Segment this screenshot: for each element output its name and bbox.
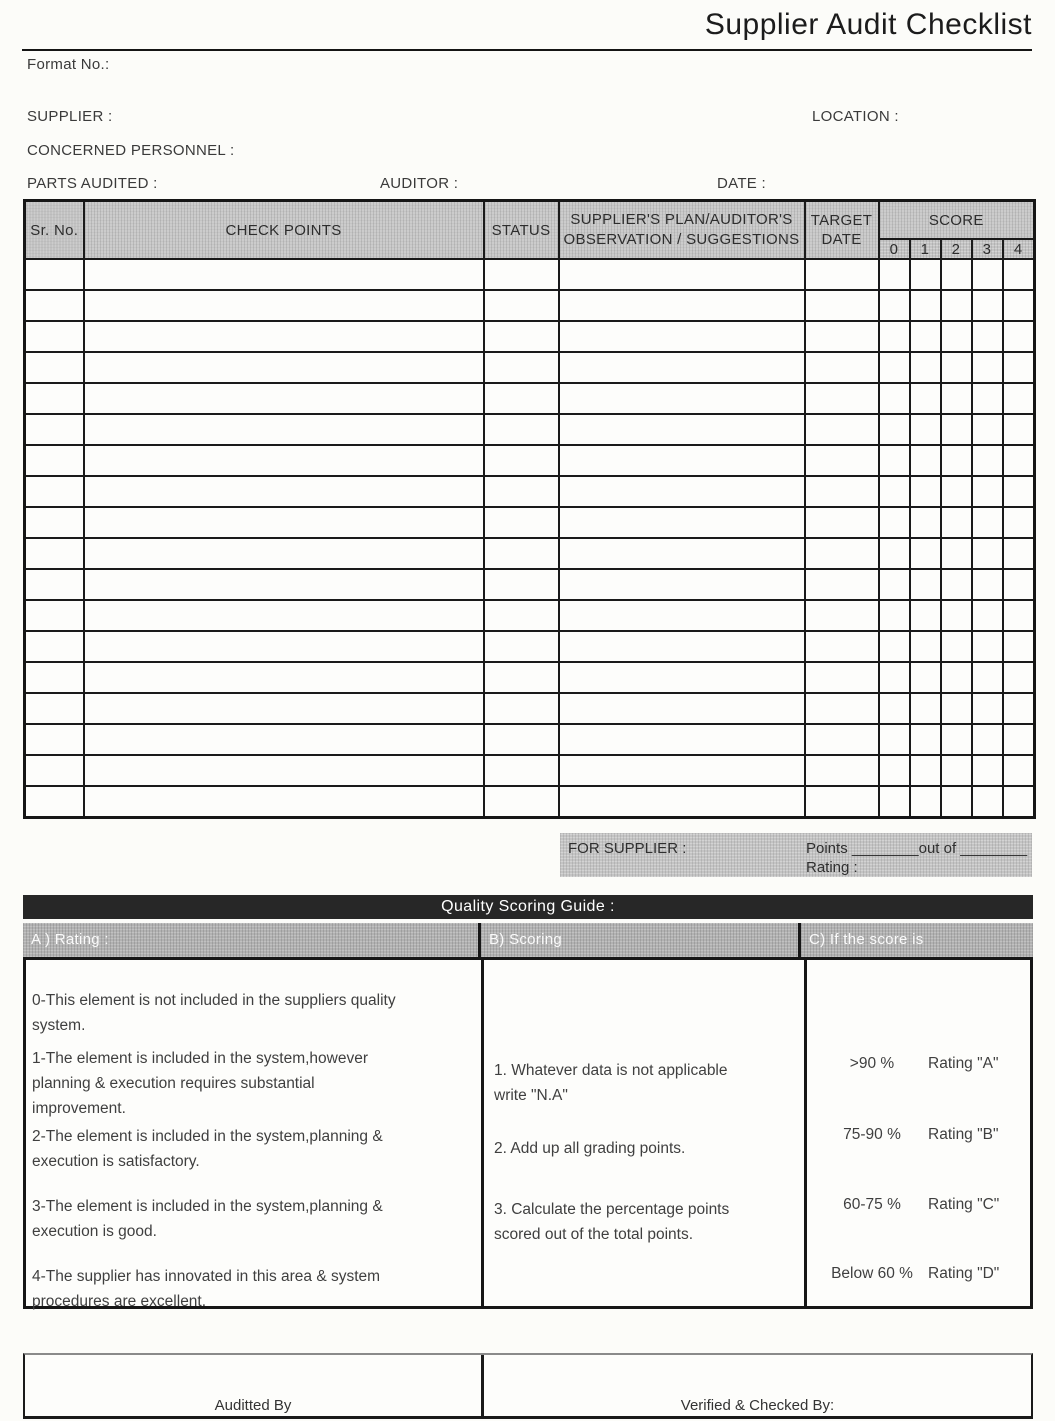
checklist-empty-cell [879, 600, 910, 631]
checklist-empty-cell [879, 290, 910, 321]
checklist-empty-cell [484, 693, 559, 724]
score-3-header: 3 [972, 239, 1003, 259]
checklist-empty-cell [972, 383, 1003, 414]
checklist-empty-cell [559, 414, 805, 445]
score-band-b-rating: Rating "B" [928, 1126, 999, 1143]
checklist-empty-cell [84, 755, 484, 786]
score-band-d-rating: Rating "D" [928, 1265, 1000, 1282]
checklist-empty-cell [910, 445, 941, 476]
checklist-empty-cell [1003, 693, 1035, 724]
scoring-column-header: B) Scoring [481, 923, 801, 957]
check-points-header: CHECK POINTS [84, 201, 484, 260]
checklist-empty-cell [25, 445, 84, 476]
checklist-empty-cell [559, 662, 805, 693]
checklist-empty-cell [25, 662, 84, 693]
checklist-empty-cell [25, 600, 84, 631]
checklist-empty-cell [972, 538, 1003, 569]
checklist-empty-cell [879, 693, 910, 724]
checklist-empty-cell [559, 352, 805, 383]
checklist-empty-cell [84, 259, 484, 290]
checklist-empty-cell [805, 693, 879, 724]
rating-item-4: 4-The supplier has innovated in this area & system procedures are excellent. [32, 1267, 381, 1310]
checklist-empty-cell [805, 476, 879, 507]
score-band-d-range: Below 60 % [831, 1265, 913, 1282]
checklist-empty-cell [484, 662, 559, 693]
score-band-b [816, 1126, 1032, 1144]
checklist-empty-row [25, 786, 1035, 818]
checklist-empty-cell [484, 476, 559, 507]
checklist-empty-cell [84, 693, 484, 724]
guide-column-divider-a-b [481, 960, 484, 1306]
checklist-empty-cell [910, 569, 941, 600]
scoring-item-3: 3. Calculate the percentage points scored out of the total points. [494, 1200, 730, 1243]
score-2-header: 2 [941, 239, 972, 259]
score-band-a-range: >90 % [849, 1055, 895, 1072]
checklist-header-row [25, 201, 1035, 240]
checklist-empty-row [25, 662, 1035, 693]
checklist-body [25, 259, 1035, 818]
checklist-empty-cell [484, 507, 559, 538]
checklist-empty-cell [910, 755, 941, 786]
status-header: STATUS [484, 201, 559, 260]
checklist-empty-cell [941, 786, 972, 818]
checklist-empty-cell [941, 693, 972, 724]
target-date-header: TARGET DATE [805, 201, 879, 260]
checklist-empty-cell [879, 662, 910, 693]
checklist-empty-cell [910, 259, 941, 290]
audited-by-cell [25, 1355, 484, 1416]
checklist-empty-row [25, 383, 1035, 414]
score-is-column-header: C) If the score is [801, 923, 1033, 957]
checklist-empty-cell [84, 600, 484, 631]
checklist-empty-cell [559, 259, 805, 290]
score-header: SCORE [879, 201, 1035, 240]
checklist-empty-cell [559, 755, 805, 786]
verified-by-label: Verified & Checked By: [680, 1397, 835, 1414]
for-supplier-label: FOR SUPPLIER : [568, 840, 687, 857]
rating-item-3: 3-The element is included in the system,planning & execution is good. [32, 1197, 383, 1240]
checklist-empty-cell [972, 290, 1003, 321]
checklist-empty-cell [84, 631, 484, 662]
checklist-empty-cell [941, 290, 972, 321]
checklist-empty-cell [25, 321, 84, 352]
scoring-item-2: 2. Add up all grading points. [494, 1139, 686, 1157]
checklist-empty-cell [1003, 414, 1035, 445]
checklist-empty-cell [910, 724, 941, 755]
checklist-empty-cell [84, 445, 484, 476]
checklist-empty-cell [972, 786, 1003, 818]
audited-by-label: Auditted By [214, 1397, 292, 1414]
checklist-empty-cell [84, 414, 484, 445]
checklist-empty-row [25, 755, 1035, 786]
supplier-label: SUPPLIER : [27, 108, 113, 125]
guide-column-divider-b-c [804, 960, 807, 1306]
checklist-empty-cell [484, 755, 559, 786]
checklist-empty-cell [941, 445, 972, 476]
checklist-empty-cell [1003, 507, 1035, 538]
checklist-empty-cell [559, 538, 805, 569]
checklist-empty-cell [972, 662, 1003, 693]
checklist-empty-cell [484, 414, 559, 445]
checklist-empty-cell [25, 538, 84, 569]
checklist-empty-cell [805, 538, 879, 569]
checklist-empty-cell [941, 662, 972, 693]
checklist-empty-cell [25, 383, 84, 414]
checklist-empty-row [25, 507, 1035, 538]
checklist-empty-cell [484, 724, 559, 755]
checklist-empty-cell [84, 507, 484, 538]
checklist-empty-cell [484, 445, 559, 476]
checklist-empty-cell [879, 259, 910, 290]
checklist-empty-cell [84, 724, 484, 755]
score-band-a [816, 1055, 1032, 1073]
quality-scoring-guide [23, 895, 1033, 1309]
checklist-empty-cell [879, 507, 910, 538]
checklist-empty-row [25, 600, 1035, 631]
checklist-empty-cell [805, 662, 879, 693]
checklist-empty-cell [972, 724, 1003, 755]
checklist-empty-row [25, 538, 1035, 569]
checklist-empty-cell [910, 352, 941, 383]
concerned-personnel-label: CONCERNED PERSONNEL : [27, 142, 235, 159]
checklist-empty-cell [25, 631, 84, 662]
checklist-empty-cell [941, 507, 972, 538]
checklist-empty-cell [972, 321, 1003, 352]
checklist-empty-cell [910, 290, 941, 321]
scoring-item-1: 1. Whatever data is not applicable write "N.A" [494, 1061, 728, 1104]
checklist-empty-cell [1003, 755, 1035, 786]
checklist-empty-cell [910, 693, 941, 724]
checklist-empty-cell [25, 693, 84, 724]
signature-box [23, 1353, 1033, 1419]
checklist-empty-cell [559, 321, 805, 352]
checklist-empty-cell [879, 569, 910, 600]
checklist-empty-cell [25, 352, 84, 383]
score-band-c [816, 1196, 1032, 1214]
score-4-header: 4 [1003, 239, 1035, 259]
checklist-empty-cell [910, 786, 941, 818]
checklist-empty-cell [941, 755, 972, 786]
checklist-empty-cell [879, 383, 910, 414]
checklist-empty-row [25, 693, 1035, 724]
checklist-empty-cell [1003, 631, 1035, 662]
checklist-empty-cell [1003, 476, 1035, 507]
checklist-empty-cell [972, 445, 1003, 476]
checklist-empty-cell [972, 755, 1003, 786]
checklist-empty-cell [941, 259, 972, 290]
checklist-empty-cell [910, 414, 941, 445]
verified-by-cell [484, 1355, 1031, 1416]
checklist-empty-cell [879, 631, 910, 662]
checklist-empty-cell [484, 321, 559, 352]
checklist-empty-cell [972, 600, 1003, 631]
plan-observation-header: SUPPLIER'S PLAN/AUDITOR'S OBSERVATION / SUGGESTIONS [559, 201, 805, 260]
checklist-empty-cell [25, 724, 84, 755]
checklist-empty-cell [972, 259, 1003, 290]
checklist-empty-row [25, 259, 1035, 290]
checklist-empty-cell [25, 507, 84, 538]
checklist-empty-cell [805, 724, 879, 755]
score-band-c-rating: Rating "C" [928, 1196, 1000, 1213]
checklist-empty-cell [879, 476, 910, 507]
date-label: DATE : [717, 175, 767, 192]
rating-item-2: 2-The element is included in the system,planning & execution is satisfactory. [32, 1127, 383, 1170]
checklist-empty-row [25, 569, 1035, 600]
checklist-empty-cell [805, 755, 879, 786]
checklist-empty-cell [559, 445, 805, 476]
rating-column-header: A ) Rating : [23, 923, 481, 957]
checklist-empty-cell [1003, 259, 1035, 290]
checklist-empty-cell [484, 600, 559, 631]
score-band-a-rating: Rating "A" [928, 1055, 999, 1072]
rating-item-1: 1-The element is included in the system,however planning & execution requires substantial improvement. [32, 1049, 368, 1117]
checklist-empty-cell [805, 352, 879, 383]
checklist-empty-cell [879, 724, 910, 755]
checklist-empty-cell [805, 290, 879, 321]
checklist-empty-cell [941, 631, 972, 662]
page-title: Supplier Audit Checklist [704, 8, 1032, 41]
checklist-empty-row [25, 445, 1035, 476]
checklist-empty-row [25, 352, 1035, 383]
checklist-empty-cell [805, 383, 879, 414]
scoring-guide-header-row [23, 923, 1033, 957]
score-1-header: 1 [910, 239, 941, 259]
checklist-empty-cell [559, 600, 805, 631]
checklist-empty-cell [25, 414, 84, 445]
checklist-empty-cell [84, 290, 484, 321]
checklist-empty-cell [805, 569, 879, 600]
checklist-empty-cell [84, 476, 484, 507]
checklist-empty-cell [559, 290, 805, 321]
checklist-empty-cell [941, 414, 972, 445]
checklist-empty-cell [1003, 383, 1035, 414]
checklist-empty-cell [25, 569, 84, 600]
checklist-empty-cell [559, 693, 805, 724]
checklist-empty-cell [1003, 290, 1035, 321]
checklist-empty-cell [559, 476, 805, 507]
checklist-empty-cell [84, 321, 484, 352]
parts-audited-label: PARTS AUDITED : [27, 175, 158, 192]
checklist-empty-cell [910, 321, 941, 352]
checklist-empty-cell [805, 259, 879, 290]
checklist-empty-cell [805, 786, 879, 818]
checklist-empty-cell [910, 600, 941, 631]
checklist-empty-cell [1003, 445, 1035, 476]
checklist-empty-cell [879, 352, 910, 383]
checklist-empty-cell [972, 414, 1003, 445]
checklist-empty-cell [559, 569, 805, 600]
checklist-empty-cell [484, 383, 559, 414]
title-divider [22, 49, 1032, 51]
checklist-empty-row [25, 724, 1035, 755]
checklist-empty-cell [1003, 321, 1035, 352]
checklist-empty-cell [84, 786, 484, 818]
score-0-header: 0 [879, 239, 910, 259]
points-out-of-line: Points ________out of ________ [806, 840, 1028, 857]
checklist-empty-cell [941, 569, 972, 600]
checklist-empty-cell [910, 476, 941, 507]
score-band-c-range: 60-75 % [843, 1196, 901, 1213]
for-supplier-box [560, 833, 1032, 877]
checklist-empty-cell [805, 507, 879, 538]
checklist-empty-cell [84, 662, 484, 693]
checklist-empty-cell [484, 352, 559, 383]
format-no-label: Format No.: [27, 56, 110, 73]
checklist-empty-cell [559, 786, 805, 818]
checklist-empty-row [25, 631, 1035, 662]
checklist-empty-cell [805, 414, 879, 445]
checklist-empty-cell [1003, 600, 1035, 631]
checklist-empty-cell [559, 724, 805, 755]
checklist-empty-cell [484, 569, 559, 600]
checklist-empty-cell [972, 352, 1003, 383]
checklist-empty-cell [941, 476, 972, 507]
score-band-d [816, 1265, 1032, 1283]
checklist-empty-cell [25, 259, 84, 290]
checklist-empty-row [25, 321, 1035, 352]
checklist-empty-cell [1003, 569, 1035, 600]
checklist-empty-cell [941, 724, 972, 755]
checklist-empty-cell [972, 569, 1003, 600]
scoring-guide-body [23, 957, 1033, 1309]
checklist-empty-cell [805, 445, 879, 476]
checklist-empty-row [25, 476, 1035, 507]
checklist-empty-cell [910, 538, 941, 569]
score-band-b-range: 75-90 % [843, 1126, 901, 1143]
checklist-empty-cell [25, 290, 84, 321]
rating-item-0: 0-This element is not included in the suppliers quality system. [32, 991, 396, 1034]
location-label: LOCATION : [812, 108, 899, 125]
checklist-empty-cell [941, 321, 972, 352]
checklist-empty-cell [1003, 724, 1035, 755]
checklist-empty-cell [25, 476, 84, 507]
checklist-empty-cell [25, 755, 84, 786]
checklist-empty-cell [972, 631, 1003, 662]
checklist-empty-cell [559, 383, 805, 414]
checklist-empty-cell [941, 352, 972, 383]
checklist-empty-cell [941, 538, 972, 569]
checklist-empty-cell [84, 383, 484, 414]
checklist-empty-cell [910, 631, 941, 662]
checklist-empty-cell [879, 786, 910, 818]
auditor-label: AUDITOR : [380, 175, 459, 192]
checklist-empty-cell [879, 538, 910, 569]
checklist-empty-cell [84, 352, 484, 383]
checklist-empty-cell [910, 383, 941, 414]
checklist-empty-cell [559, 631, 805, 662]
checklist-empty-cell [910, 662, 941, 693]
rating-line: Rating : [806, 859, 858, 876]
checklist-empty-cell [484, 290, 559, 321]
checklist-empty-row [25, 414, 1035, 445]
checklist-empty-cell [1003, 662, 1035, 693]
checklist-empty-row [25, 290, 1035, 321]
sr-no-header: Sr. No. [25, 201, 84, 260]
checklist-empty-cell [941, 600, 972, 631]
checklist-empty-cell [805, 321, 879, 352]
checklist-empty-cell [25, 786, 84, 818]
checklist-table [23, 199, 1036, 819]
checklist-empty-cell [84, 569, 484, 600]
checklist-empty-cell [972, 693, 1003, 724]
checklist-empty-cell [484, 786, 559, 818]
checklist-empty-cell [1003, 786, 1035, 818]
checklist-empty-cell [805, 600, 879, 631]
checklist-empty-cell [1003, 538, 1035, 569]
checklist-empty-cell [84, 538, 484, 569]
checklist-empty-cell [879, 445, 910, 476]
checklist-empty-cell [879, 755, 910, 786]
checklist-empty-cell [972, 507, 1003, 538]
checklist-empty-cell [941, 383, 972, 414]
checklist-empty-cell [972, 476, 1003, 507]
checklist-empty-cell [1003, 352, 1035, 383]
checklist-empty-cell [484, 538, 559, 569]
checklist-empty-cell [484, 631, 559, 662]
checklist-empty-cell [484, 259, 559, 290]
checklist-empty-cell [805, 631, 879, 662]
checklist-empty-cell [879, 321, 910, 352]
checklist-empty-cell [559, 507, 805, 538]
scoring-guide-title-bar: Quality Scoring Guide : [23, 895, 1033, 919]
checklist-empty-cell [879, 414, 910, 445]
checklist-empty-cell [910, 507, 941, 538]
